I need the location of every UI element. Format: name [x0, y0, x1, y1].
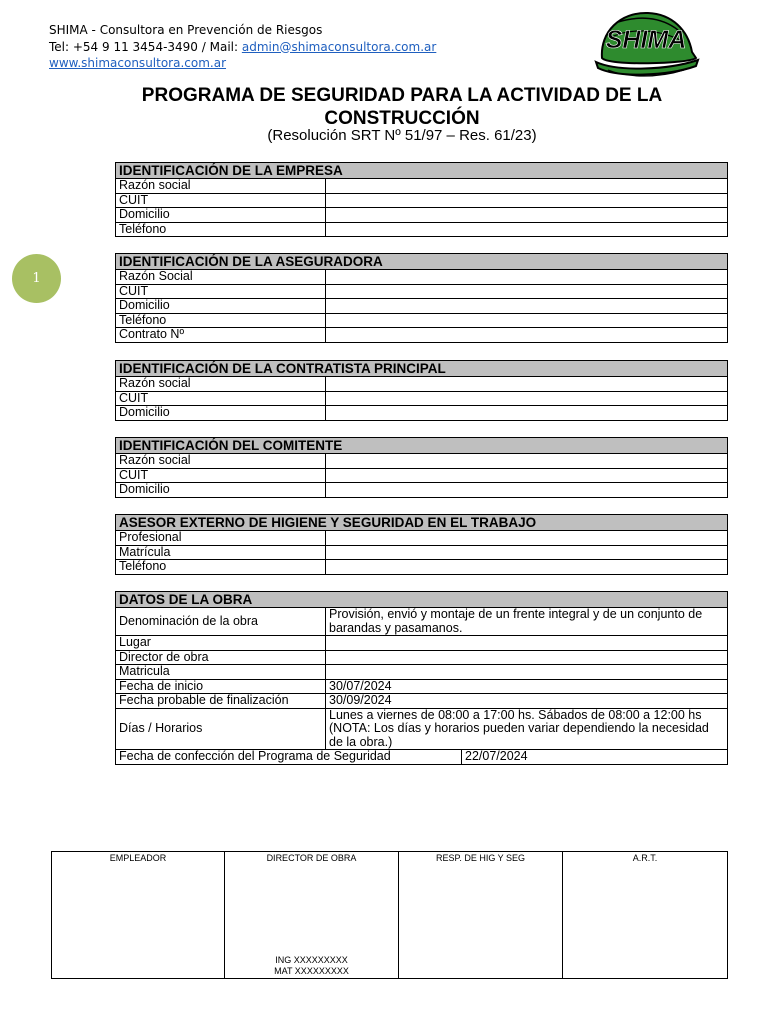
field-value[interactable] [326, 483, 728, 498]
field-label: Razón Social [116, 270, 326, 285]
field-label: CUIT [116, 468, 326, 483]
signature-box-director[interactable] [225, 852, 399, 979]
company-name: SHIMA - Consultora en Prevención de Riesgos [49, 23, 323, 37]
field-label: Matricula [116, 665, 326, 680]
field-label: Teléfono [116, 313, 326, 328]
field-value[interactable] [326, 328, 728, 343]
signature-label: DIRECTOR DE OBRA [266, 853, 357, 863]
field-label: Contrato Nº [116, 328, 326, 343]
table-row [116, 708, 728, 750]
field-value[interactable]: Lunes a viernes de 08:00 a 17:00 hs. Sábados de 08:00 a 12:00 hs (NOTA: Los días y horarios pueden variar dependiendo la necesidad de la obra.) [326, 708, 728, 750]
field-label: Director de obra [116, 650, 326, 665]
field-label: Domicilio [116, 406, 326, 421]
field-value[interactable]: 30/07/2024 [326, 679, 728, 694]
table-row [116, 328, 728, 343]
logo-text: SHIMA [605, 26, 687, 54]
field-label: Razón social [116, 377, 326, 392]
field-value[interactable] [326, 179, 728, 194]
comitente-table [115, 437, 728, 498]
table-row [116, 531, 728, 546]
table-row [116, 377, 728, 392]
comitente-heading: IDENTIFICACIÓN DEL COMITENTE [116, 438, 728, 454]
table-row [116, 694, 728, 709]
table-row [116, 483, 728, 498]
table-row [116, 545, 728, 560]
empresa-table [115, 162, 728, 237]
field-value[interactable] [326, 560, 728, 575]
signature-table [51, 851, 728, 979]
table-row [116, 454, 728, 469]
table-row [116, 299, 728, 314]
table-row [116, 284, 728, 299]
contratista-heading: IDENTIFICACIÓN DE LA CONTRATISTA PRINCIPAL [116, 361, 728, 377]
field-label: Razón social [116, 179, 326, 194]
aseguradora-table [115, 253, 728, 343]
shima-logo [588, 8, 700, 80]
field-label: Domicilio [116, 208, 326, 223]
field-label: CUIT [116, 391, 326, 406]
field-label: Días / Horarios [116, 708, 326, 750]
confeccion-label: Fecha de confección del Programa de Seguridad [116, 750, 462, 765]
table-row [116, 468, 728, 483]
field-value[interactable] [326, 636, 728, 651]
field-value[interactable] [326, 208, 728, 223]
field-value[interactable] [326, 454, 728, 469]
director-credentials [225, 955, 398, 977]
company-header [49, 22, 436, 72]
field-value[interactable] [326, 406, 728, 421]
field-value[interactable] [326, 377, 728, 392]
field-value[interactable] [326, 313, 728, 328]
field-value[interactable] [326, 222, 728, 237]
director-mat: MAT XXXXXXXXX [274, 966, 349, 976]
field-value[interactable] [326, 299, 728, 314]
signature-box-empleador[interactable] [52, 852, 225, 979]
field-label: Fecha de inicio [116, 679, 326, 694]
field-value[interactable] [326, 665, 728, 680]
field-value[interactable] [326, 650, 728, 665]
table-row [116, 406, 728, 421]
field-value[interactable] [326, 545, 728, 560]
field-value[interactable] [326, 391, 728, 406]
field-label: Denominación de la obra [116, 608, 326, 636]
obra-heading: DATOS DE LA OBRA [116, 592, 728, 608]
table-row [116, 560, 728, 575]
contratista-table [115, 360, 728, 421]
email-link[interactable]: admin@shimaconsultora.com.ar [241, 39, 437, 54]
field-label: Domicilio [116, 299, 326, 314]
director-ing: ING XXXXXXXXX [275, 955, 348, 965]
table-row [116, 179, 728, 194]
confeccion-value[interactable]: 22/07/2024 [462, 750, 728, 765]
field-label: Profesional [116, 531, 326, 546]
signature-label: EMPLEADOR [109, 853, 167, 863]
website-link[interactable]: www.shimaconsultora.com.ar [49, 56, 227, 70]
signature-label: A.R.T. [632, 853, 658, 863]
field-label: Teléfono [116, 222, 326, 237]
field-label: CUIT [116, 284, 326, 299]
signature-box-art[interactable] [563, 852, 728, 979]
field-label: Lugar [116, 636, 326, 651]
page-subtitle: (Resolución SRT Nº 51/97 – Res. 61/23) [267, 127, 537, 144]
table-row [116, 222, 728, 237]
table-row [116, 313, 728, 328]
field-value[interactable] [326, 193, 728, 208]
table-row [116, 665, 728, 680]
table-row [116, 650, 728, 665]
contact-line [49, 39, 436, 56]
field-value[interactable] [326, 284, 728, 299]
table-row [116, 270, 728, 285]
page-title: PROGRAMA DE SEGURIDAD PARA LA ACTIVIDAD DE LA CONSTRUCCIÓN [141, 85, 663, 129]
field-value[interactable] [326, 531, 728, 546]
field-label: Teléfono [116, 560, 326, 575]
table-row [116, 636, 728, 651]
table-row [116, 608, 728, 636]
field-label: Matrícula [116, 545, 326, 560]
aseguradora-heading: IDENTIFICACIÓN DE LA ASEGURADORA [116, 254, 728, 270]
empresa-heading: IDENTIFICACIÓN DE LA EMPRESA [116, 163, 728, 179]
page-number-badge: 1 [12, 254, 61, 303]
field-value[interactable]: 30/09/2024 [326, 694, 728, 709]
field-label: CUIT [116, 193, 326, 208]
table-row [116, 193, 728, 208]
field-label: Domicilio [116, 483, 326, 498]
field-value[interactable]: Provisión, envió y montaje de un frente integral y de un conjunto de barandas y pasamanos. [326, 608, 728, 636]
asesor-heading: ASESOR EXTERNO DE HIGIENE Y SEGURIDAD EN EL TRABAJO [116, 515, 728, 531]
phone-text: Tel: +54 9 11 3454-3490 / Mail: [49, 39, 242, 54]
field-label: Razón social [116, 454, 326, 469]
table-row [116, 679, 728, 694]
asesor-table [115, 514, 728, 575]
signature-box-hig-seg[interactable] [399, 852, 563, 979]
field-value[interactable] [326, 270, 728, 285]
table-row [116, 208, 728, 223]
table-row [116, 391, 728, 406]
table-row [116, 750, 728, 765]
field-label: Fecha probable de finalización [116, 694, 326, 709]
signature-label: RESP. DE HIG Y SEG [435, 853, 526, 863]
field-value[interactable] [326, 468, 728, 483]
obra-table [115, 591, 728, 765]
